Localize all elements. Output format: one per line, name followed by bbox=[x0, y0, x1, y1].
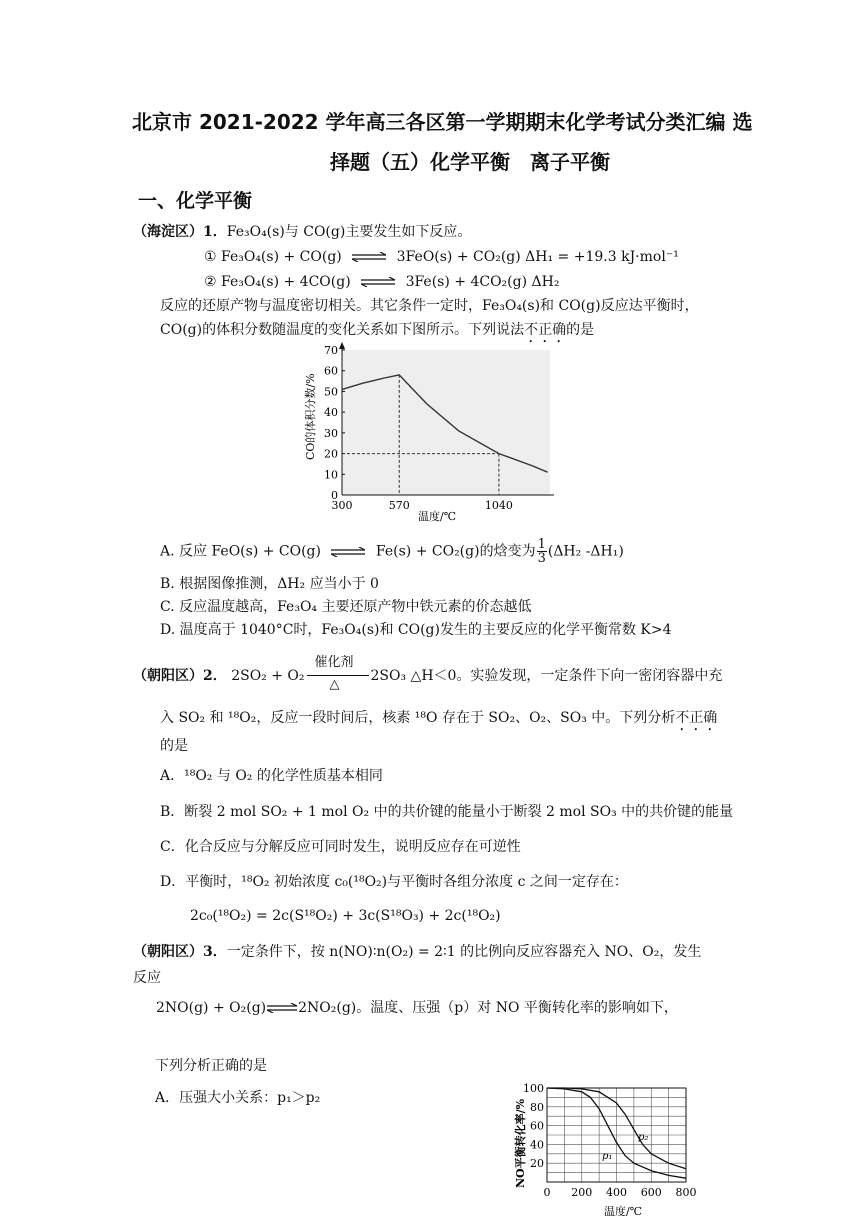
q1-option-a bbox=[160, 538, 624, 565]
q3-stem1: 一定条件下，按 n(NO)∶n(O₂) = 2∶1 的比例向反应容器充入 NO、O₂，发生 bbox=[226, 944, 702, 960]
p2-label: p₂ bbox=[638, 1132, 649, 1143]
chart2-xtick-label: 800 bbox=[675, 1186, 697, 1199]
chart2-ytick-label: 80 bbox=[530, 1100, 544, 1114]
doc-title-line1: 北京市 2021-2022 学年高三各区第一学期期末化学考试分类汇编 选 bbox=[132, 110, 753, 134]
q3-region: （朝阳区） bbox=[133, 944, 203, 960]
chart1-ytick-label: 0 bbox=[331, 489, 338, 502]
catalyst-label: 催化剂 bbox=[314, 655, 354, 670]
fraction-num: 1 bbox=[537, 537, 546, 552]
chart1-ytick-label: 30 bbox=[324, 426, 338, 440]
q1-desc2-pre: CO(g)的体积分数随温度的变化关系如下图所示。下列说法 bbox=[160, 322, 525, 338]
chart1-xtick-label: 570 bbox=[388, 499, 410, 512]
chart2-ytick-label: 60 bbox=[530, 1119, 544, 1133]
chart2-xlabel: 温度/℃ bbox=[604, 1205, 643, 1216]
q1-stem-text: Fe₃O₄(s)与 CO(g)主要发生如下反应。 bbox=[226, 224, 472, 240]
chart2-xtick-label: 0 bbox=[543, 1186, 551, 1199]
equilibrium-arrow-icon bbox=[331, 547, 365, 557]
q1-eq2 bbox=[204, 272, 559, 292]
chart1-ytick-label: 40 bbox=[324, 406, 338, 420]
q3-eq-left: 2NO(g) + O₂(g) bbox=[156, 1000, 267, 1016]
q1-desc2-post: 的是 bbox=[566, 322, 595, 338]
equilibrium-arrow-icon bbox=[352, 252, 386, 262]
q1-number: 1． bbox=[203, 224, 227, 240]
chart2-ytick-label: 40 bbox=[530, 1138, 544, 1152]
q2-eq-right: 2SO₃ △H＜0 bbox=[370, 668, 457, 684]
q1-opt-a-post: (ΔH₂ -ΔH₁) bbox=[547, 543, 624, 560]
q2-number: 2． bbox=[203, 668, 227, 684]
chart1-xtick-label: 1040 bbox=[484, 499, 513, 512]
q2-line3: 的是 bbox=[160, 738, 188, 754]
q1-option-c: C. 反应温度越高，Fe₃O₄ 主要还原产物中铁元素的价态越低 bbox=[160, 599, 532, 615]
chart1-ytick-label: 70 bbox=[324, 344, 338, 357]
q1-eq2-right: 3Fe(s) + 4CO₂(g) ΔH₂ bbox=[405, 274, 560, 290]
no-conversion-chart bbox=[508, 1080, 708, 1216]
q3-equation bbox=[156, 998, 678, 1018]
q1-option-d: D. 温度高于 1040°C时，Fe₃O₄(s)和 CO(g)发生的主要反应的化学平衡常数 K>4 bbox=[160, 622, 672, 638]
chart2-ytick-label: 20 bbox=[530, 1157, 544, 1171]
equilibrium-arrow-icon bbox=[361, 277, 395, 287]
q2-option-c: C．化合反应与分解反应可同时发生，说明反应存在可逆性 bbox=[160, 839, 521, 855]
heat-label: △ bbox=[329, 677, 340, 692]
fraction bbox=[537, 538, 547, 565]
q2-option-b: B．断裂 2 mol SO₂ + 1 mol O₂ 中的共价键的能量小于断裂 2 mol SO₃ 中的共价键的能量 bbox=[160, 804, 734, 820]
co-fraction-chart bbox=[300, 340, 560, 522]
q2-stem-tail: 。实验发现，一定条件下向一密闭容器中充 bbox=[456, 668, 723, 684]
q1-desc2-emph: 不正确 bbox=[524, 322, 567, 338]
q2-eq-left: 2SO₂ + O₂ bbox=[231, 668, 305, 684]
chart1-ylabel: CO的体积分数/% bbox=[304, 373, 317, 460]
chart1-xlabel: 温度/℃ bbox=[418, 510, 457, 522]
chart2-xtick-label: 200 bbox=[571, 1186, 593, 1199]
q2-line2-emph: 不正确 bbox=[675, 710, 718, 726]
q3-option-a: A．压强大小关系：p₁＞p₂ bbox=[155, 1090, 321, 1106]
q2-option-d-equation: 2c₀(¹⁸O₂) = 2c(S¹⁸O₂) + 3c(S¹⁸O₃) + 2c(¹⁸O₂) bbox=[190, 908, 501, 924]
chart2-xtick-label: 400 bbox=[606, 1186, 627, 1199]
q1-eq1 bbox=[204, 247, 679, 267]
q1-eq1-left: ① Fe₃O₄(s) + CO(g) bbox=[204, 249, 342, 265]
q3-stem2: 反应 bbox=[133, 970, 161, 986]
q3-ask: 下列分析正确的是 bbox=[155, 1058, 267, 1074]
q2-region: （朝阳区） bbox=[133, 668, 203, 684]
q2-stem bbox=[133, 655, 723, 692]
q3-number: 3． bbox=[203, 944, 227, 960]
q1-stem bbox=[133, 222, 471, 242]
chart2-xtick-label: 600 bbox=[640, 1186, 662, 1199]
q2-option-d: D．平衡时，¹⁸O₂ 初始浓度 c₀(¹⁸O₂)与平衡时各组分浓度 c 之间一定存在： bbox=[160, 874, 628, 890]
chart1-ytick-label: 50 bbox=[324, 385, 338, 399]
chart1-ytick-label: 60 bbox=[324, 364, 338, 378]
fraction-den: 3 bbox=[537, 551, 546, 566]
q1-region: （海淀区） bbox=[133, 224, 203, 240]
q1-eq2-left: ② Fe₃O₄(s) + 4CO(g) bbox=[204, 274, 351, 290]
q2-option-a: A．¹⁸O₂ 与 O₂ 的化学性质基本相同 bbox=[160, 768, 383, 784]
catalyst-arrow bbox=[305, 655, 371, 692]
q3-stem bbox=[133, 942, 701, 962]
q1-desc1: 反应的还原产物与温度密切相关。其它条件一定时，Fe₃O₄(s)和 CO(g)反应达平衡时， bbox=[160, 298, 699, 314]
chart1-xtick-label: 300 bbox=[331, 499, 353, 512]
chart2-ytick-label: 100 bbox=[523, 1082, 544, 1095]
q1-opt-a-pre: A. 反应 FeO(s) + CO(g) bbox=[160, 543, 321, 560]
p1-label: p₁ bbox=[602, 1151, 613, 1162]
chart1-ytick-label: 20 bbox=[324, 447, 338, 461]
q3-stem3: 。温度、压强（p）对 NO 平衡转化率的影响如下， bbox=[356, 1000, 678, 1016]
q1-opt-a-mid: Fe(s) + CO₂(g)的焓变为 bbox=[375, 543, 536, 560]
chart1-ytick-label: 10 bbox=[324, 468, 338, 482]
chart1-plot-area bbox=[342, 350, 550, 495]
q2-line2 bbox=[160, 708, 717, 734]
q1-eq1-right: 3FeO(s) + CO₂(g) ΔH₁ = +19.3 kJ·mol⁻¹ bbox=[396, 249, 679, 265]
q2-line2-pre: 入 SO₂ 和 ¹⁸O₂，反应一段时间后，核素 ¹⁸O 存在于 SO₂、O₂、SO₃ 中。下列分析 bbox=[160, 710, 676, 726]
section-heading: 一、化学平衡 bbox=[138, 190, 253, 212]
equilibrium-arrow-icon bbox=[267, 1003, 297, 1013]
chart2-ylabel: NO平衡转化率/% bbox=[514, 1098, 527, 1188]
q1-option-b: B. 根据图像推测，ΔH₂ 应当小于 0 bbox=[160, 576, 379, 592]
q3-eq-right: 2NO₂(g) bbox=[298, 1000, 357, 1016]
doc-title-line2: 择题（五）化学平衡 离子平衡 bbox=[330, 150, 610, 174]
